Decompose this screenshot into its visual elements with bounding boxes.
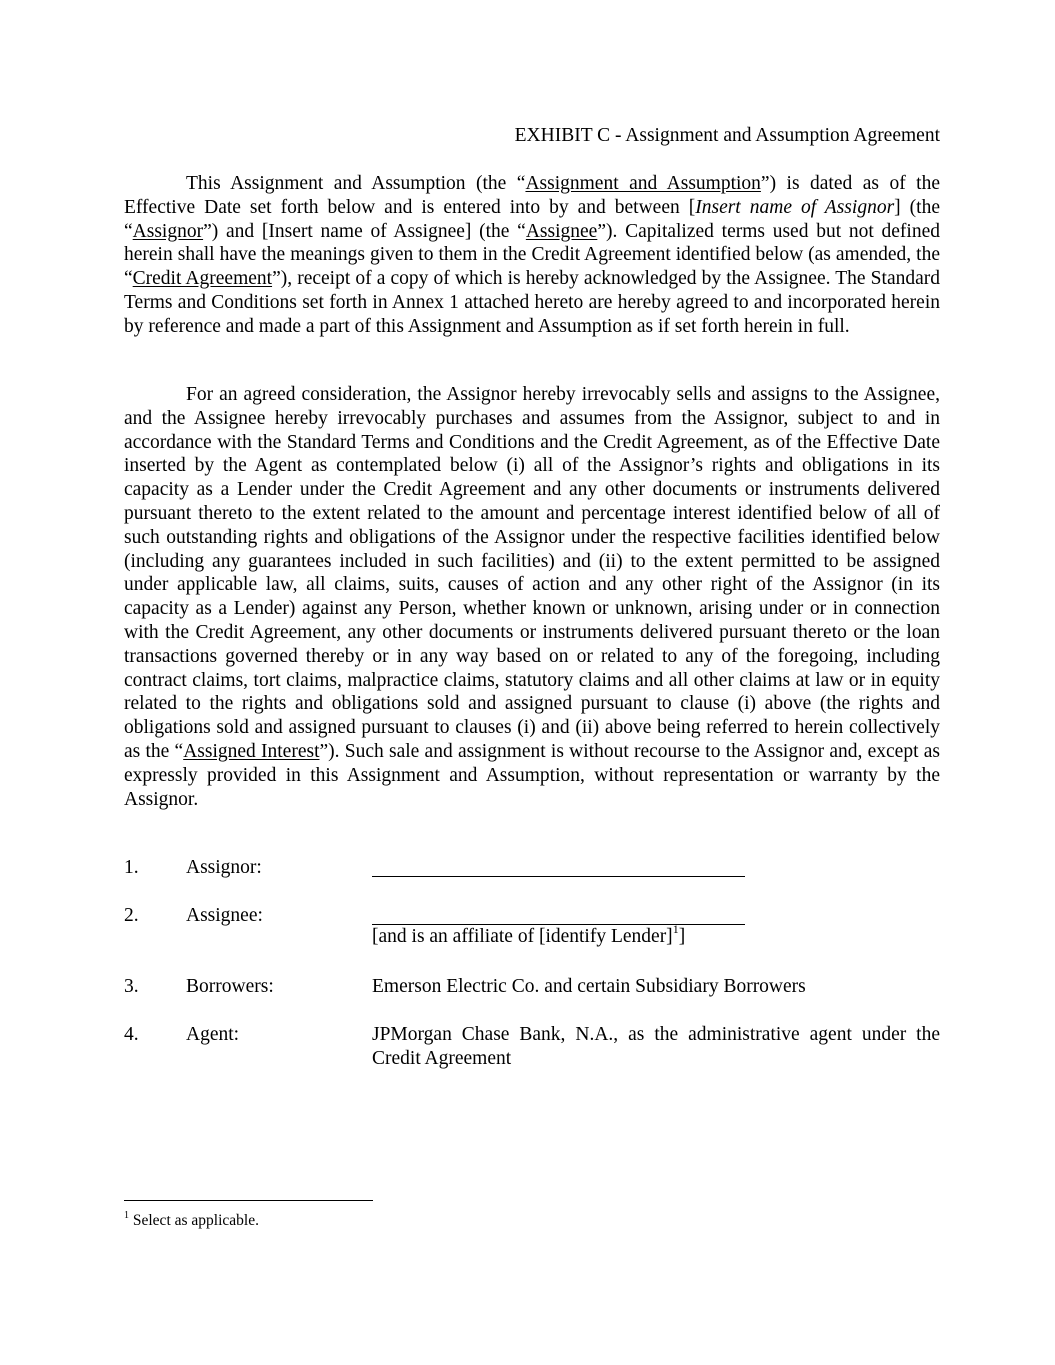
item-label: Agent: [186,1024,240,1045]
item-label: Assignee: [186,905,263,926]
assignor-blank-line [372,856,745,877]
text-run: ] (the “ [124,196,940,242]
item-assignor [124,856,940,904]
intro-paragraph [124,172,940,339]
item-number: 4. [124,1024,139,1045]
item-number: 2. [124,905,139,926]
item-label: Borrowers: [186,976,274,997]
assignee-field[interactable] [372,904,940,949]
footnote [124,1211,259,1231]
agent-value: JPMorgan Chase Bank, N.A., as the administrative agent under the Credit Agreement [372,1024,940,1069]
text-run: ”), receipt of a copy of which is hereby acknowledged by the Assignee. The Standard Terms and Conditions set forth in Annex 1 attached hereto are hereby agreed to and incorporated herein by reference and made a part of this Assignment and Assumption as if set forth herein in full. [124,268,940,337]
numbered-items [124,856,940,1071]
item-number: 3. [124,976,139,997]
footnote-reference: 1 [672,921,679,936]
footnote-marker: 1 [124,1209,129,1221]
text-run: ”). Capitalized terms used but not defined herein shall have the meanings given to them in the Credit Agreement identified below (as amended, the “ [124,220,941,290]
assignor-field[interactable] [372,856,940,877]
footnote-text: Select as applicable. [129,1212,259,1229]
text-run: ”). Such sale and assignment is without recourse to the Assignor and, except as expressly provided in this Assignment and Assumption, without representation or warranty by the Assignor. [124,740,940,810]
affiliate-note-text: [and is an affiliate of [identify Lender] [372,926,673,947]
defined-term-assigned-interest: Assigned Interest [183,740,320,762]
exhibit-title: EXHIBIT C - Assignment and Assumption Agreement [514,125,940,146]
item-borrowers [124,975,940,1023]
affiliate-note [372,921,686,947]
text-run: ”) is dated as of the Effective Date set forth below and is entered into by and between [ [124,173,940,218]
text-run: ”) and [Insert name of Assignee] (the “ [203,220,526,242]
item-agent [124,1023,940,1071]
defined-term-assignment-and-assumption: Assignment and Assumption [525,173,761,194]
insert-assignor-placeholder: Insert name of Assignor [695,196,895,218]
item-assignee [124,904,940,975]
defined-term-assignee: Assignee [525,220,598,242]
defined-term-credit-agreement: Credit Agreement [132,268,273,290]
assignee-blank-line [372,904,745,925]
defined-term-assignor: Assignor [132,220,204,242]
item-label: Assignor: [186,857,262,878]
consideration-paragraph [124,383,940,811]
borrowers-value: Emerson Electric Co. and certain Subsidiary Borrowers [372,976,806,997]
text-run: This Assignment and Assumption (the “ [186,173,526,194]
item-number: 1. [124,857,139,878]
affiliate-note-close: ] [678,926,686,947]
text-run: For an agreed consideration, the Assignor hereby irrevocably sells and assigns to the Assignee, and the Assignee hereby irrevocably purchases and assumes from the Assignor, subject to and in accordance with the Standard Terms and Conditions and the Credit Agreement, as of the Effective Date inserted by the Agent as contemplated below (i) all of the Assignor’s rights and obligations in its capacity as a Lender under the Credit Agreement and any other documents or instruments delivered pursuant thereto to the extent related to the amount and percentage interest identified below of all of such outstanding rights and obligations of the Assignor under the respective facilities identified below (including any guarantees included in such facilities) and (ii) to the extent permitted to be assigned under applicable law, all claims, suits, causes of action and any other right of the Assignor (in its capacity as a Lender) against any Person, whether known or unknown, arising under or in connection with the Credit Agreement, any other documents or instruments delivered pursuant thereto or the loan transactions governed thereby or in any way based on or related to any of the foregoing, including contract claims, tort claims, malpractice claims, statutory claims and all other claims at law or in equity related to the rights and obligations sold and assigned pursuant to clause (i) above (the rights and obligations sold and assigned pursuant to clauses (i) and (ii) above being referred to herein collectively as the “ [124,384,940,762]
footnote-separator [124,1200,373,1201]
